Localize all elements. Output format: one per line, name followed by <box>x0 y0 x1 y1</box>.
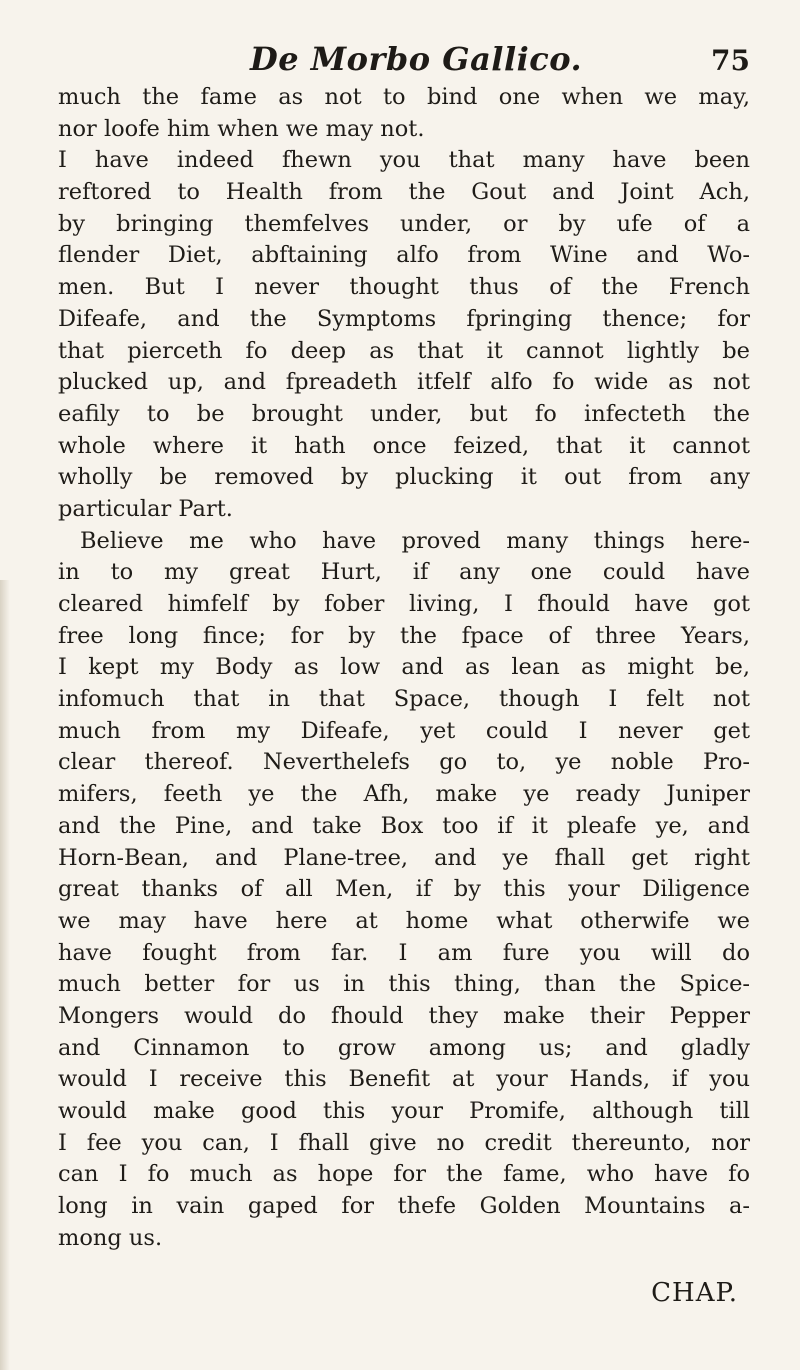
text-line: would I receive this Benefit at your Hands, if you <box>58 1066 750 1093</box>
text-line: reftored to Health from the Gout and Joint Ach, <box>58 179 750 206</box>
text-line: much from my Difeafe, yet could I never get <box>58 717 750 744</box>
text-line: mong us. <box>58 1224 163 1251</box>
body-text <box>58 82 750 1254</box>
text-line: eafily to be brought under, but fo infecteth the <box>58 400 750 427</box>
text-line: clear thereof. Neverthelefs go to, ye noble Pro- <box>58 749 750 776</box>
text-line: cleared himfelf by fober living, I fhould have got <box>58 591 750 617</box>
text-line: and the Pine, and take Box too if it pleafe ye, and <box>58 812 750 839</box>
text-line: men. But I never thought thus of the French <box>58 274 750 301</box>
text-line: we may have here at home what otherwife we <box>58 907 750 934</box>
text-line: in to my great Hurt, if any one could have <box>58 559 750 586</box>
text-line: Mongers would do fhould they make their Pepper <box>58 1002 750 1029</box>
text-line: long in vain gaped for thefe Golden Mountains a- <box>58 1193 750 1220</box>
text-line: I have indeed fhewn you that many have been <box>58 147 750 174</box>
text-line: particular Part. <box>58 495 233 522</box>
text-line: by bringing themfelves under, or by ufe of a <box>58 210 750 237</box>
text-line: can I fo much as hope for the fame, who have fo <box>58 1161 750 1188</box>
text-line: and Cinnamon to grow among us; and gladly <box>58 1034 750 1061</box>
text-line: much the fame as not to bind one when we may, <box>58 84 750 110</box>
text-line: free long fince; for by the fpace of three Years, <box>58 622 750 649</box>
catchword: CHAP. <box>651 1278 738 1308</box>
page-edge-shadow <box>0 580 10 1370</box>
text-line: would make good this your Promife, although till <box>58 1098 750 1124</box>
text-line: Difeafe, and the Symptoms fpringing thence; for <box>58 305 750 332</box>
text-line: Horn-Bean, and Plane-tree, and ye fhall get right <box>58 844 750 871</box>
text-line: infomuch that in that Space, though I felt not <box>58 686 750 713</box>
text-line: nor loofe him when we may not. <box>58 115 425 142</box>
text-line: I kept my Body as low and as lean as might be, <box>58 654 750 681</box>
text-line: I fee you can, I fhall give no credit thereunto, nor <box>58 1129 750 1156</box>
text-line: plucked up, and fpreadeth itfelf alfo fo wide as not <box>58 369 750 396</box>
text-line: flender Diet, abftaining alfo from Wine and Wo- <box>58 242 750 269</box>
text-line: Believe me who have proved many things here- <box>80 527 750 554</box>
text-line: mifers, feeth ye the Afh, make ye ready Juniper <box>58 781 750 808</box>
text-line: whole where it hath once feized, that it cannot <box>58 432 750 459</box>
page-number: 75 <box>711 44 750 77</box>
text-line: that pierceth fo deep as that it cannot lightly be <box>58 337 750 364</box>
text-line: have fought from far. I am fure you will do <box>58 939 750 966</box>
text-line: wholly be removed by plucking it out from any <box>58 464 750 491</box>
text-line: great thanks of all Men, if by this your Diligence <box>58 876 750 903</box>
running-title: De Morbo Gallico. <box>250 40 583 78</box>
text-line: much better for us in this thing, than the Spice- <box>58 971 750 998</box>
